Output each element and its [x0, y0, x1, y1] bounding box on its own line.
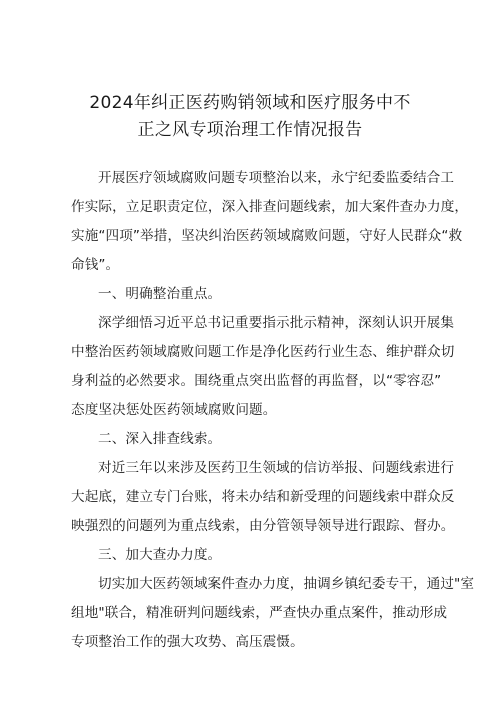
document-title-line-2: 正之风专项治理工作情况报告 — [137, 120, 363, 140]
paragraph-section-3-line: 专项整治工作的强大攻势、高压震慑。 — [71, 634, 304, 650]
paragraph-section-1-line: 深学细悟习近平总书记重要指示批示精神，深刻认识开展集 — [98, 315, 455, 331]
paragraph-section-1-line: 身利益的必然要求。围绕重点突出监督的再监督，以“零容忍” — [71, 373, 442, 389]
section-heading-2: 二、深入排查线索。 — [98, 431, 222, 447]
section-heading-1: 一、明确整治重点。 — [98, 286, 222, 302]
paragraph-intro-line: 作实际，立足职责定位，深入排查问题线索，加大案件查办力度， — [71, 199, 469, 215]
paragraph-section-3-line: 组地"联合，精准研判问题线索，严查快办重点案件，推动形成 — [71, 605, 448, 621]
paragraph-section-1-line: 态度坚决惩处医药领域腐败问题。 — [71, 402, 277, 418]
paragraph-section-1-line: 中整治医药领域腐败问题工作是净化医药行业生态、维护群众切 — [71, 344, 455, 360]
paragraph-intro-line: 实施“四项”举措，坚决纠治医药领域腐败问题，守好人民群众“救 — [71, 228, 463, 244]
paragraph-intro-line: 开展医疗领域腐败问题专项整治以来，永宁纪委监委结合工 — [98, 170, 455, 186]
section-heading-3: 三、加大查办力度。 — [98, 547, 222, 563]
paragraph-section-3-line: 切实加大医药领域案件查办力度，抽调乡镇纪委专干，通过"室 — [98, 576, 475, 592]
document-title-line-1: 2024年纠正医药购销领域和医疗服务中不 — [89, 93, 411, 113]
paragraph-section-2-line: 大起底，建立专门台账，将未办结和新受理的问题线索中群众反 — [71, 489, 455, 505]
paragraph-section-2-line: 映强烈的问题列为重点线索，由分管领导领导进行跟踪、督办。 — [71, 518, 455, 534]
paragraph-section-2-line: 对近三年以来涉及医药卫生领域的信访举报、问题线索进行 — [98, 460, 455, 476]
paragraph-intro-line: 命钱”。 — [71, 257, 120, 273]
